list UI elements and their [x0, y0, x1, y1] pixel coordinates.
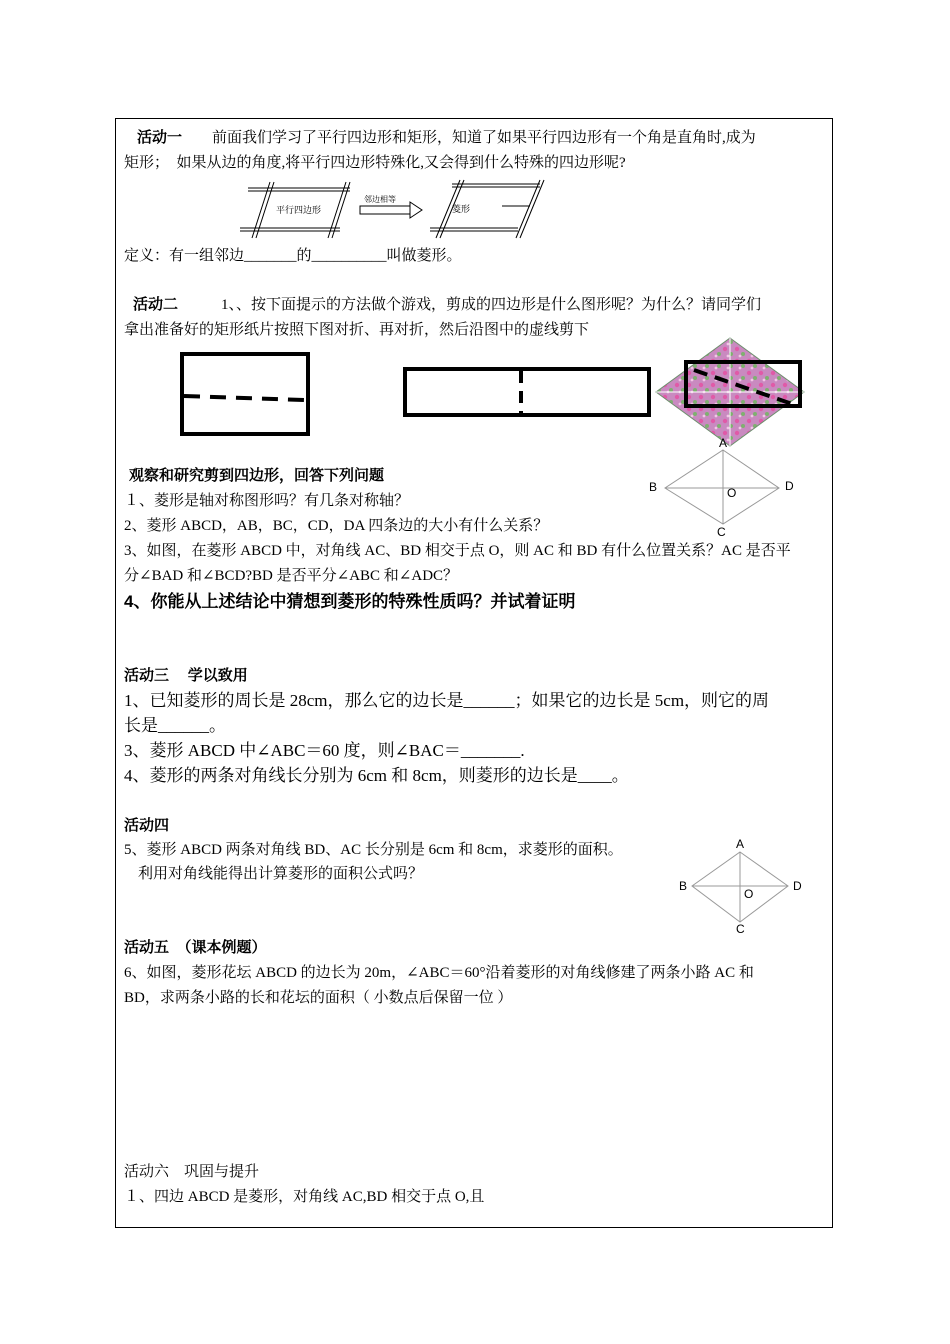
activity1-line2: 矩形； 如果从边的角度,将平行四边形特殊化,又会得到什么特殊的四边形呢?	[124, 155, 626, 171]
area-label-o: O	[744, 887, 754, 901]
rhombus-abcd-diagram	[645, 436, 800, 540]
question-1: １、菱形是轴对称图形吗？有几条对称轴？	[124, 493, 410, 509]
question-2: 2、菱形 ABCD，AB，BC，CD，DA 四条边的大小有什么关系？	[124, 518, 549, 534]
activity2-title: 活动二	[133, 297, 179, 313]
question-4: 4、你能从上述结论中猜想到菱形的特殊性质吗？并试着证明	[124, 592, 576, 611]
activity1-title: 活动一	[137, 130, 183, 146]
area-label-c: C	[736, 922, 745, 936]
vertex-label-a: A	[719, 436, 728, 450]
vertex-label-c: C	[717, 525, 726, 539]
activity1-line1: 前面我们学习了平行四边形和矩形，知道了如果平行四边形有一个角是直角时,成为	[212, 130, 756, 146]
act4-question-5: 5、菱形 ABCD 两条对角线 BD、AC 长分别是 6cm 和 8cm，求菱形的面积。	[124, 842, 623, 858]
activity2-line2: 拿出准备好的矩形纸片按照下图对折、再对折，然后沿图中的虚线剪下	[124, 322, 590, 338]
question-3b: 分∠BAD 和∠BCD?BD 是否平分∠ABC 和∠ADC？	[124, 568, 459, 584]
act5-question-6b: BD，求两条小路的长和花坛的面积（ 小数点后保留一位 ）	[124, 990, 513, 1006]
activity6-title: 活动六 巩固与提升	[124, 1164, 260, 1180]
folded-rectangle-2	[403, 367, 651, 417]
activity3-title: 活动三 学以致用	[124, 668, 248, 684]
act3-question-1b: 长是______。	[124, 716, 226, 735]
rhombus-label: 菱形	[452, 204, 471, 214]
definition-line: 定义：有一组邻边_______的__________叫做菱形。	[124, 248, 462, 264]
question-3a: 3、如图，在菱形 ABCD 中，对角线 AC、BD 相交于点 O，则 AC 和 BD 有什么位置关系？AC 是否平	[124, 543, 791, 559]
parallelogram-to-rhombus-figure	[240, 178, 560, 240]
folded-rectangle-1	[180, 352, 310, 436]
act3-question-1a: 1、已知菱形的周长是 28cm，那么它的边长是______；如果它的边长是 5cm，则它的周	[124, 691, 770, 710]
activity5-title: 活动五 （课本例题）	[124, 940, 267, 956]
vertex-label-b: B	[649, 480, 658, 494]
area-label-b: B	[679, 879, 688, 893]
act5-question-6a: 6、如图，菱形花坛 ABCD 的边长为 20m，∠ABC＝60°沿着菱形的对角线修建了两条小路 AC 和	[124, 965, 754, 981]
vertex-label-o: O	[727, 486, 737, 500]
act4-note: 利用对角线能得出计算菱形的面积公式吗？	[138, 866, 424, 882]
vertex-label-d: D	[785, 479, 794, 493]
area-label-a: A	[736, 837, 745, 851]
rhombus-area-diagram	[676, 838, 806, 934]
area-label-d: D	[793, 879, 802, 893]
arrow-label: 邻边相等	[364, 195, 396, 204]
act6-question-1: １、四边 ABCD 是菱形，对角线 AC,BD 相交于点 O,且	[124, 1189, 485, 1205]
activity4-title: 活动四	[124, 818, 170, 834]
parallelogram-label: 平行四边形	[276, 205, 322, 215]
observe-heading: 观察和研究剪到四边形，回答下列问题	[129, 468, 385, 484]
act3-question-3: 3、菱形 ABCD 中∠ABC＝60 度，则∠BAC＝_______.	[124, 741, 525, 760]
act3-question-4: 4、菱形的两条对角线长分别为 6cm 和 8cm，则菱形的边长是____。	[124, 766, 629, 785]
activity2-line1: 1、、按下面提示的方法做个游戏，剪成的四边形是什么图形呢？为什么？请同学们	[221, 297, 762, 313]
cut-rhombus-figure	[650, 334, 808, 452]
